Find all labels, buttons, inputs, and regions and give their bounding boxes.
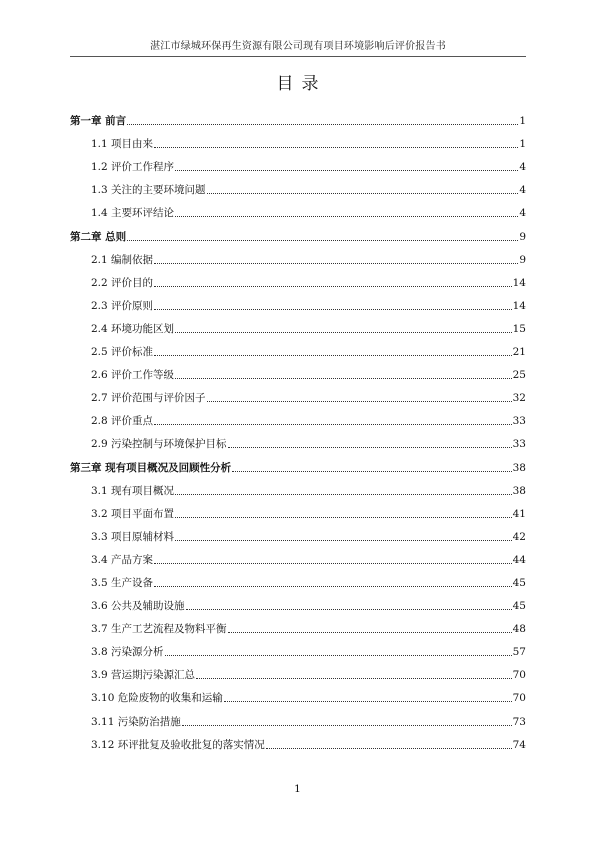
toc-entry-page: 33 xyxy=(512,438,526,451)
toc-entry-title: 第二章 总则 xyxy=(70,230,127,243)
toc-dot-leader xyxy=(266,748,512,749)
toc-entry-page: 45 xyxy=(512,600,526,613)
toc-entry-page: 25 xyxy=(512,369,526,382)
toc-entry-title: 2.2 评价目的 xyxy=(91,276,154,289)
toc-section-entry[interactable] xyxy=(70,475,526,498)
toc-dot-leader xyxy=(154,309,512,310)
toc-dot-leader xyxy=(175,170,518,171)
toc-entry-page: 1 xyxy=(519,138,526,151)
toc-section-entry[interactable] xyxy=(70,428,526,451)
toc-section-entry[interactable] xyxy=(70,590,526,613)
toc-dot-leader xyxy=(175,517,512,518)
toc-entry-title: 1.2 评价工作程序 xyxy=(91,161,175,174)
toc-entry-title: 2.3 评价原则 xyxy=(91,299,154,312)
toc-entry-page: 4 xyxy=(519,184,526,197)
toc-dot-leader xyxy=(175,332,512,333)
toc-entry-page: 38 xyxy=(512,461,526,474)
toc-section-entry[interactable] xyxy=(70,382,526,405)
toc-dot-leader xyxy=(228,447,512,448)
toc-chapter-entry[interactable] xyxy=(70,220,526,243)
toc-entry-page: 14 xyxy=(512,276,526,289)
toc-entry-page: 1 xyxy=(519,115,526,128)
toc-entry-title: 2.7 评价范围与评价因子 xyxy=(91,392,206,405)
toc-dot-leader xyxy=(154,286,512,287)
toc-section-entry[interactable] xyxy=(70,197,526,220)
toc-section-entry[interactable] xyxy=(70,128,526,151)
toc-dot-leader xyxy=(154,147,518,148)
toc-entry-title: 第三章 现有项目概况及回顾性分析 xyxy=(70,461,232,474)
toc-entry-page: 38 xyxy=(512,484,526,497)
toc-entry-title: 1.4 主要环评结论 xyxy=(91,207,175,220)
header-rule xyxy=(70,56,526,57)
toc-section-entry[interactable] xyxy=(70,659,526,682)
toc-dot-leader xyxy=(154,355,512,356)
toc-section-entry[interactable] xyxy=(70,498,526,521)
toc-entry-title: 3.10 危险废物的收集和运输 xyxy=(91,692,223,705)
toc-section-entry[interactable] xyxy=(70,521,526,544)
toc-dot-leader xyxy=(154,586,512,587)
toc-section-entry[interactable] xyxy=(70,729,526,752)
toc-entry-page: 32 xyxy=(512,392,526,405)
toc-entry-page: 42 xyxy=(512,530,526,543)
toc-dot-leader xyxy=(127,240,518,241)
toc-section-entry[interactable] xyxy=(70,313,526,336)
toc-dot-leader xyxy=(182,725,512,726)
toc-entry-page: 48 xyxy=(512,623,526,636)
toc-entry-page: 45 xyxy=(512,576,526,589)
toc-section-entry[interactable] xyxy=(70,613,526,636)
toc-section-entry[interactable] xyxy=(70,636,526,659)
toc-section-entry[interactable] xyxy=(70,682,526,705)
toc-entry-title: 3.8 污染源分析 xyxy=(91,646,164,659)
toc-entry-title: 3.11 污染防治措施 xyxy=(91,715,181,728)
running-header: 湛江市绿城环保再生资源有限公司现有项目环境影响后评价报告书 xyxy=(150,41,446,52)
toc-section-entry[interactable] xyxy=(70,267,526,290)
toc-section-entry[interactable] xyxy=(70,405,526,428)
toc-entry-title: 3.4 产品方案 xyxy=(91,553,154,566)
toc-dot-leader xyxy=(232,471,511,472)
toc-section-entry[interactable] xyxy=(70,359,526,382)
toc-entry-page: 9 xyxy=(519,230,526,243)
toc-entry-page: 57 xyxy=(512,646,526,659)
toc-entry-page: 73 xyxy=(512,715,526,728)
toc-dot-leader xyxy=(175,216,518,217)
toc-entry-page: 70 xyxy=(512,692,526,705)
toc-dot-leader xyxy=(228,632,512,633)
toc-section-entry[interactable] xyxy=(70,174,526,197)
toc-entry-title: 3.6 公共及辅助设施 xyxy=(91,600,185,613)
toc-entry-title: 2.4 环境功能区划 xyxy=(91,322,175,335)
toc-dot-leader xyxy=(175,378,512,379)
toc-entry-title: 3.2 项目平面布置 xyxy=(91,507,175,520)
toc-entry-page: 74 xyxy=(512,738,526,751)
toc-entry-page: 14 xyxy=(512,299,526,312)
toc-dot-leader xyxy=(196,678,512,679)
toc-entry-title: 第一章 前言 xyxy=(70,115,127,128)
toc-entry-title: 3.7 生产工艺流程及物料平衡 xyxy=(91,623,227,636)
toc-entry-title: 3.1 现有项目概况 xyxy=(91,484,175,497)
toc-entry-page: 33 xyxy=(512,415,526,428)
toc-entry-title: 2.9 污染控制与环境保护目标 xyxy=(91,438,227,451)
toc-dot-leader xyxy=(175,494,512,495)
toc-dot-leader xyxy=(175,540,512,541)
toc-entry-page: 4 xyxy=(519,207,526,220)
toc-entry-page: 4 xyxy=(519,161,526,174)
toc-entry-title: 3.9 营运期污染源汇总 xyxy=(91,669,196,682)
toc-entry-title: 1.3 关注的主要环境问题 xyxy=(91,184,206,197)
toc-section-entry[interactable] xyxy=(70,151,526,174)
toc-dot-leader xyxy=(186,609,512,610)
toc-dot-leader xyxy=(224,701,512,702)
toc-entry-page: 41 xyxy=(512,507,526,520)
toc-entry-title: 3.5 生产设备 xyxy=(91,576,154,589)
toc-entry-page: 44 xyxy=(512,553,526,566)
toc-dot-leader xyxy=(127,124,518,125)
toc-title: 目录 xyxy=(276,74,327,94)
toc-section-entry[interactable] xyxy=(70,544,526,567)
toc-dot-leader xyxy=(154,424,512,425)
toc-section-entry[interactable] xyxy=(70,336,526,359)
toc-dot-leader xyxy=(154,563,512,564)
toc-section-entry[interactable] xyxy=(70,244,526,267)
toc-dot-leader xyxy=(207,401,512,402)
toc-entry-page: 15 xyxy=(512,322,526,335)
toc-entry-title: 2.6 评价工作等级 xyxy=(91,369,175,382)
toc-entry-page: 9 xyxy=(519,253,526,266)
toc-entry-page: 21 xyxy=(512,346,526,359)
toc-entry-title: 2.5 评价标准 xyxy=(91,346,154,359)
toc-chapter-entry[interactable] xyxy=(70,105,526,128)
toc-dot-leader xyxy=(154,263,518,264)
toc-entry-title: 3.3 项目原辅材料 xyxy=(91,530,175,543)
toc-dot-leader xyxy=(207,193,519,194)
toc-entry-title: 1.1 项目由来 xyxy=(91,138,154,151)
toc-entry-title: 2.8 评价重点 xyxy=(91,415,154,428)
toc-chapter-entry[interactable] xyxy=(70,451,526,474)
toc-entry-title: 3.12 环评批复及验收批复的落实情况 xyxy=(91,738,265,751)
toc-dot-leader xyxy=(165,655,512,656)
page-number: 1 xyxy=(294,783,301,795)
toc-section-entry[interactable] xyxy=(70,567,526,590)
toc-entry-title: 2.1 编制依据 xyxy=(91,253,154,266)
toc-entry-page: 70 xyxy=(512,669,526,682)
table-of-contents xyxy=(70,105,526,752)
toc-section-entry[interactable] xyxy=(70,290,526,313)
toc-section-entry[interactable] xyxy=(70,705,526,728)
